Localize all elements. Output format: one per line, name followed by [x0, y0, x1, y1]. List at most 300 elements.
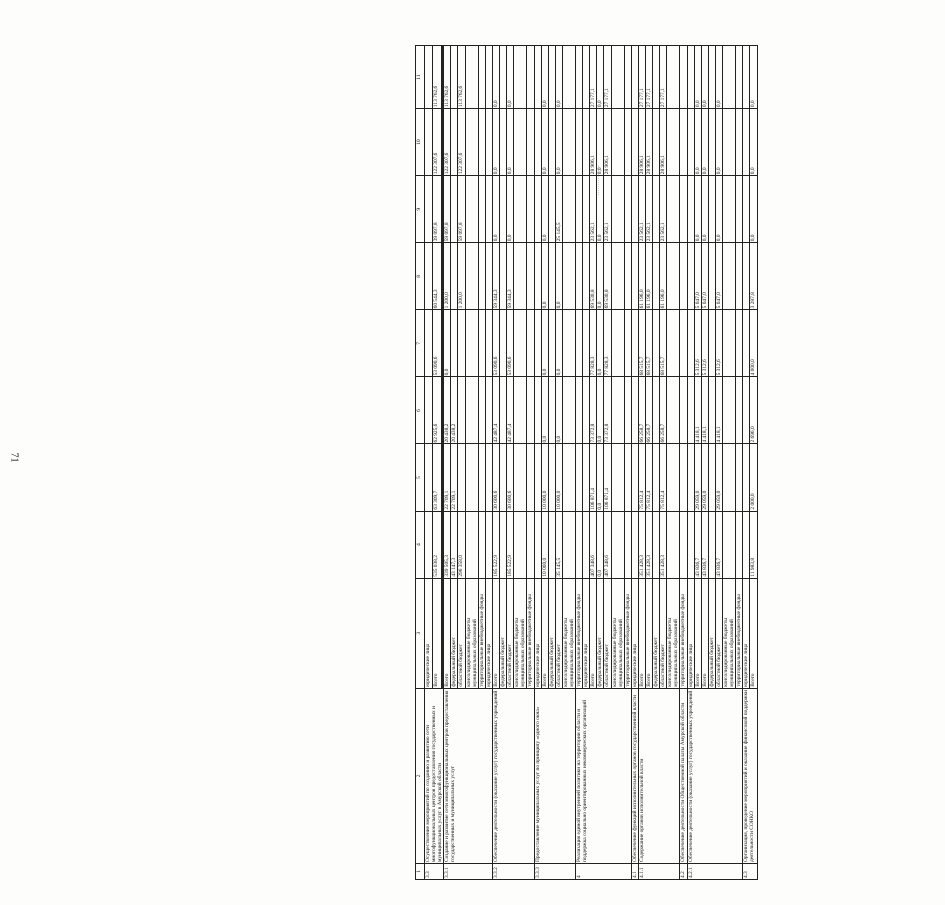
amount-cell: 0,0	[750, 109, 757, 176]
column-header: 6	[416, 377, 425, 444]
amount-cell	[687, 109, 694, 176]
funding-source: областной бюджет	[507, 578, 514, 688]
funding-source: Всего	[694, 578, 701, 688]
table-row	[576, 46, 583, 880]
row-number: 4	[576, 863, 632, 879]
amount-cell	[667, 243, 680, 310]
funding-source: Всего	[590, 578, 597, 688]
funding-source: территориальные внебюджетные фонды	[527, 578, 534, 688]
funding-source: территориальные внебюджетные фонды	[576, 578, 583, 688]
amount-cell	[514, 377, 527, 444]
amount-cell	[485, 109, 492, 176]
amount-cell	[631, 109, 638, 176]
funding-source: Всего	[444, 578, 451, 688]
amount-cell: 29 059,0	[701, 444, 708, 511]
amount-cell: 0,0	[694, 176, 701, 243]
amount-cell	[624, 176, 631, 243]
amount-cell: 43 836,7	[701, 511, 708, 578]
row-name: Содержание органов исполнительной власти	[638, 688, 680, 863]
funding-source: консолидированные бюджеты муниципальных образований	[465, 578, 478, 688]
amount-cell	[708, 243, 715, 310]
amount-cell	[736, 444, 743, 511]
amount-cell: 0,0	[715, 176, 722, 243]
amount-cell: 35 145,5	[555, 511, 562, 578]
amount-cell	[485, 511, 492, 578]
amount-cell: 73 372,8	[604, 377, 611, 444]
amount-cell	[478, 109, 485, 176]
amount-cell	[458, 444, 465, 511]
amount-cell: 30 600,6	[507, 444, 514, 511]
amount-cell: 27 177,1	[638, 46, 645, 109]
amount-cell	[680, 377, 687, 444]
amount-cell	[723, 46, 736, 109]
amount-cell	[583, 511, 590, 578]
amount-cell	[485, 243, 492, 310]
funding-source: юридические лица	[425, 578, 433, 688]
amount-cell	[583, 109, 590, 176]
funding-source: областной бюджет	[555, 578, 562, 688]
amount-cell: 29 059,0	[715, 444, 722, 511]
amount-cell	[425, 377, 433, 444]
amount-cell	[743, 377, 750, 444]
amount-cell	[667, 46, 680, 109]
amount-cell	[583, 46, 590, 109]
amount-cell	[653, 243, 660, 310]
funding-source: областной бюджет	[660, 578, 667, 688]
amount-cell: 0,0	[597, 243, 604, 310]
amount-cell: 20 438,2	[451, 377, 458, 444]
amount-cell	[485, 176, 492, 243]
amount-cell: 10 000,0	[541, 511, 548, 578]
amount-cell: 407 348,6	[604, 511, 611, 578]
row-number: 4.1.1	[638, 863, 680, 879]
amount-cell: 42 487,4	[492, 377, 499, 444]
amount-cell	[576, 109, 583, 176]
amount-cell: 106 871,4	[604, 444, 611, 511]
amount-cell	[680, 176, 687, 243]
amount-cell	[514, 176, 527, 243]
amount-cell	[562, 243, 575, 310]
funding-source: консолидированные бюджеты муниципальных образований	[667, 578, 680, 688]
amount-cell: 0,0	[555, 243, 562, 310]
amount-cell	[576, 377, 583, 444]
amount-cell	[653, 444, 660, 511]
amount-cell: 10 000,0	[541, 444, 548, 511]
amount-cell	[736, 310, 743, 377]
amount-cell	[514, 511, 527, 578]
amount-cell: 23 562,1	[660, 176, 667, 243]
funding-source: территориальные внебюджетные фонды	[736, 578, 743, 688]
amount-cell: 185 522,9	[507, 511, 514, 578]
amount-cell: 68 515,7	[646, 310, 653, 377]
amount-cell: 122 307,6	[433, 109, 441, 176]
amount-cell: 28 906,1	[590, 109, 597, 176]
amount-cell	[708, 176, 715, 243]
amount-cell: 0,0	[444, 310, 451, 377]
amount-cell: 68 515,7	[660, 310, 667, 377]
budget-table	[415, 45, 758, 880]
amount-cell	[624, 109, 631, 176]
amount-cell: 61 196,0	[660, 243, 667, 310]
row-number: 4.3	[743, 863, 757, 879]
amount-cell: 0,0	[701, 176, 708, 243]
amount-cell	[534, 243, 541, 310]
amount-cell: 0,0	[541, 46, 548, 109]
amount-cell	[548, 444, 555, 511]
amount-cell: 23 562,1	[604, 176, 611, 243]
funding-source: юридические лица	[631, 578, 638, 688]
amount-cell	[458, 377, 465, 444]
amount-cell	[708, 310, 715, 377]
amount-cell: 27 177,1	[646, 46, 653, 109]
amount-cell: 0,0	[694, 46, 701, 109]
amount-cell: 66 258,7	[646, 377, 653, 444]
row-number: 3.3.3	[534, 863, 576, 879]
amount-cell: 0,0	[701, 109, 708, 176]
amount-cell: 1 200,0	[444, 243, 451, 310]
amount-cell	[631, 444, 638, 511]
amount-cell	[562, 444, 575, 511]
amount-cell	[465, 243, 478, 310]
row-name: Обеспечение деятельности Общественной палаты Амурской области	[680, 688, 687, 863]
amount-cell: 29 059,0	[694, 444, 701, 511]
amount-cell	[548, 243, 555, 310]
amount-cell: 5 047,0	[715, 243, 722, 310]
amount-cell: 63 309,7	[433, 444, 441, 511]
amount-cell	[667, 377, 680, 444]
amount-cell: 113 762,6	[433, 46, 441, 109]
amount-cell	[667, 176, 680, 243]
amount-cell	[653, 511, 660, 578]
row-name: Обеспечение деятельности (оказание услуг) государственных учреждений	[687, 688, 743, 863]
amount-cell	[451, 109, 458, 176]
funding-source: Всего	[541, 578, 548, 688]
amount-cell	[680, 243, 687, 310]
amount-cell	[653, 310, 660, 377]
column-header: 11	[416, 46, 425, 109]
amount-cell	[548, 109, 555, 176]
amount-cell	[743, 176, 750, 243]
amount-cell	[548, 310, 555, 377]
table-row	[631, 46, 638, 880]
amount-cell	[576, 444, 583, 511]
funding-source: консолидированные бюджеты муниципальных образований	[611, 578, 624, 688]
amount-cell	[527, 377, 534, 444]
funding-source: Всего	[433, 578, 441, 688]
row-number: 3.3	[425, 863, 444, 879]
amount-cell: 69 530,8	[604, 243, 611, 310]
amount-cell: 0,0	[555, 46, 562, 109]
amount-cell: 296 358,0	[458, 511, 465, 578]
amount-cell	[534, 511, 541, 578]
amount-cell	[576, 310, 583, 377]
amount-cell	[723, 109, 736, 176]
amount-cell	[514, 310, 527, 377]
amount-cell	[562, 46, 575, 109]
amount-cell	[653, 176, 660, 243]
funding-source: федеральный бюджет	[597, 578, 604, 688]
amount-cell	[653, 377, 660, 444]
amount-cell: 0,0	[715, 109, 722, 176]
funding-source: юридические лица	[743, 578, 750, 688]
amount-cell	[680, 444, 687, 511]
amount-cell	[514, 444, 527, 511]
amount-cell	[478, 243, 485, 310]
amount-cell: 0,0	[597, 511, 604, 578]
amount-cell	[736, 109, 743, 176]
amount-cell: 5 312,6	[701, 310, 708, 377]
amount-cell: 5 047,0	[694, 243, 701, 310]
funding-source: юридические лица	[534, 578, 541, 688]
funding-source: юридические лица	[687, 578, 694, 688]
amount-cell: 0,0	[597, 310, 604, 377]
amount-cell: 75 812,4	[660, 444, 667, 511]
table-row	[687, 46, 694, 880]
amount-cell	[527, 176, 534, 243]
amount-cell	[478, 176, 485, 243]
amount-cell	[611, 46, 624, 109]
amount-cell	[631, 46, 638, 109]
amount-cell	[667, 444, 680, 511]
funding-source: консолидированные бюджеты муниципальных образований	[562, 578, 575, 688]
amount-cell	[708, 511, 715, 578]
amount-cell	[743, 46, 750, 109]
amount-cell	[653, 46, 660, 109]
amount-cell	[425, 310, 433, 377]
amount-cell	[465, 310, 478, 377]
amount-cell	[687, 243, 694, 310]
amount-cell: 75 812,4	[646, 444, 653, 511]
amount-cell	[527, 109, 534, 176]
amount-cell	[562, 109, 575, 176]
amount-cell	[708, 46, 715, 109]
amount-cell: 0,0	[541, 243, 548, 310]
amount-cell	[451, 310, 458, 377]
amount-cell	[500, 310, 507, 377]
amount-cell: 0,0	[597, 377, 604, 444]
amount-cell: 53 090,6	[433, 310, 441, 377]
amount-cell: 61 196,0	[638, 243, 645, 310]
funding-source: юридические лица	[485, 578, 492, 688]
amount-cell	[527, 243, 534, 310]
amount-cell	[743, 444, 750, 511]
amount-cell: 39 097,8	[433, 176, 441, 243]
amount-cell	[548, 46, 555, 109]
amount-cell	[680, 310, 687, 377]
amount-cell	[478, 511, 485, 578]
funding-source: областной бюджет	[715, 578, 722, 688]
funding-source: юридические лица	[583, 578, 590, 688]
amount-cell: 0,0	[492, 46, 499, 109]
amount-cell: 73 372,8	[590, 377, 597, 444]
amount-cell	[743, 243, 750, 310]
amount-cell: 28 906,1	[604, 109, 611, 176]
amount-cell: 22 709,1	[444, 444, 451, 511]
amount-cell	[534, 377, 541, 444]
row-number: 4.1	[631, 863, 638, 879]
amount-cell	[723, 444, 736, 511]
amount-cell	[680, 46, 687, 109]
amount-cell: 10 000,0	[555, 444, 562, 511]
amount-cell	[527, 310, 534, 377]
amount-cell	[736, 511, 743, 578]
amount-cell	[458, 310, 465, 377]
amount-cell: 61 196,0	[646, 243, 653, 310]
amount-cell	[514, 243, 527, 310]
amount-cell: 0,0	[507, 176, 514, 243]
amount-cell: 3 287,8	[750, 243, 757, 310]
amount-cell	[451, 46, 458, 109]
amount-cell	[680, 511, 687, 578]
funding-source: территориальные внебюджетные фонды	[624, 578, 631, 688]
row-number: 4.2	[680, 863, 687, 879]
amount-cell: 339 505,3	[444, 511, 451, 578]
amount-cell	[624, 310, 631, 377]
amount-cell	[500, 109, 507, 176]
funding-source: федеральный бюджет	[548, 578, 555, 688]
amount-cell: 0,0	[541, 176, 548, 243]
amount-cell	[624, 377, 631, 444]
amount-cell	[708, 109, 715, 176]
amount-cell: 77 828,3	[590, 310, 597, 377]
amount-cell	[631, 310, 638, 377]
row-name: Обеспечение деятельности (оказание услуг) государственных учреждений	[492, 688, 534, 863]
amount-cell: 0,0	[597, 109, 604, 176]
amount-cell: 122 307,6	[458, 109, 465, 176]
amount-cell	[500, 377, 507, 444]
amount-cell: 0,0	[597, 46, 604, 109]
amount-cell: 5 312,6	[715, 310, 722, 377]
amount-cell: 53 090,6	[492, 310, 499, 377]
amount-cell: 53 090,6	[507, 310, 514, 377]
row-name: Осуществление мероприятий по созданию и развитию сети многофункциональных центров предоставления государственных и муниципальных услуг в Амурской области	[425, 688, 444, 863]
amount-cell	[425, 243, 433, 310]
column-header: 9	[416, 176, 425, 243]
amount-cell	[667, 511, 680, 578]
amount-cell	[425, 46, 433, 109]
amount-cell: 0,0	[597, 444, 604, 511]
column-header: 7	[416, 310, 425, 377]
amount-cell	[743, 310, 750, 377]
amount-cell	[534, 176, 541, 243]
funding-source: федеральный бюджет	[708, 578, 715, 688]
amount-cell	[743, 109, 750, 176]
row-name: Организация, проведение мероприятий и оказание финансовой поддержки деятельности СОНКО	[743, 690, 756, 862]
amount-cell	[527, 46, 534, 109]
amount-cell	[653, 109, 660, 176]
funding-source: Всего	[492, 578, 499, 688]
amount-cell	[631, 176, 638, 243]
amount-cell	[425, 444, 433, 511]
amount-cell: 23 562,1	[590, 176, 597, 243]
amount-cell: 11 983,8	[750, 511, 757, 578]
amount-cell	[680, 109, 687, 176]
amount-cell	[478, 377, 485, 444]
amount-cell	[534, 310, 541, 377]
amount-cell: 0,0	[555, 377, 562, 444]
amount-cell: 113 762,6	[444, 46, 451, 109]
amount-cell: 0,0	[541, 377, 548, 444]
funding-source: Всего	[638, 578, 645, 688]
amount-cell	[514, 46, 527, 109]
amount-cell: 5 312,6	[694, 310, 701, 377]
amount-cell: 0,0	[715, 46, 722, 109]
funding-source: Всего	[646, 578, 653, 688]
table-row	[492, 46, 499, 880]
amount-cell	[534, 109, 541, 176]
amount-cell: 0,0	[750, 176, 757, 243]
amount-cell	[583, 377, 590, 444]
amount-cell: 0,0	[492, 109, 499, 176]
amount-cell: 0,0	[541, 109, 548, 176]
amount-cell: 0,0	[694, 109, 701, 176]
amount-cell: 0,0	[555, 310, 562, 377]
amount-cell	[425, 176, 433, 243]
amount-cell: 68 515,7	[638, 310, 645, 377]
amount-cell: 5 047,0	[701, 243, 708, 310]
amount-cell	[611, 109, 624, 176]
amount-cell	[576, 176, 583, 243]
amount-cell: 59 344,3	[507, 243, 514, 310]
amount-cell	[500, 176, 507, 243]
amount-cell	[465, 176, 478, 243]
amount-cell	[425, 109, 433, 176]
amount-cell	[500, 511, 507, 578]
amount-cell	[562, 310, 575, 377]
funding-source: Всего	[701, 578, 708, 688]
amount-cell: 106 871,4	[590, 444, 597, 511]
amount-cell: 0,0	[750, 46, 757, 109]
amount-cell	[723, 377, 736, 444]
amount-cell	[451, 243, 458, 310]
amount-cell: 535 038,2	[433, 511, 441, 578]
amount-cell	[451, 176, 458, 243]
row-name: Обеспечение функций исполнительных органов государственной власти	[631, 688, 638, 863]
column-header: 8	[416, 243, 425, 310]
table-row	[425, 46, 433, 880]
amount-cell: 23 562,1	[646, 176, 653, 243]
amount-cell	[667, 109, 680, 176]
amount-cell	[465, 511, 478, 578]
column-header: 3	[416, 578, 425, 688]
amount-cell	[611, 377, 624, 444]
amount-cell	[534, 444, 541, 511]
amount-cell: 22 709,1	[451, 444, 458, 511]
amount-cell	[465, 46, 478, 109]
amount-cell	[723, 176, 736, 243]
amount-cell: 0,0	[507, 109, 514, 176]
funding-source: консолидированные бюджеты муниципальных образований	[514, 578, 527, 688]
amount-cell	[425, 511, 433, 578]
amount-cell	[562, 176, 575, 243]
amount-cell	[527, 511, 534, 578]
amount-cell	[736, 176, 743, 243]
column-header: 1	[416, 863, 425, 879]
amount-cell	[611, 444, 624, 511]
funding-source: областной бюджет	[458, 578, 465, 688]
page-number: 71	[8, 452, 20, 463]
amount-cell	[527, 444, 534, 511]
amount-cell: 113 762,6	[458, 46, 465, 109]
amount-cell: 2 696,0	[750, 377, 757, 444]
amount-cell: 43 836,7	[715, 511, 722, 578]
amount-cell	[723, 511, 736, 578]
column-header: 10	[416, 109, 425, 176]
amount-cell: 122 307,6	[444, 109, 451, 176]
amount-cell: 66 258,7	[638, 377, 645, 444]
table-row	[638, 46, 645, 880]
amount-cell: 0,0	[597, 176, 604, 243]
